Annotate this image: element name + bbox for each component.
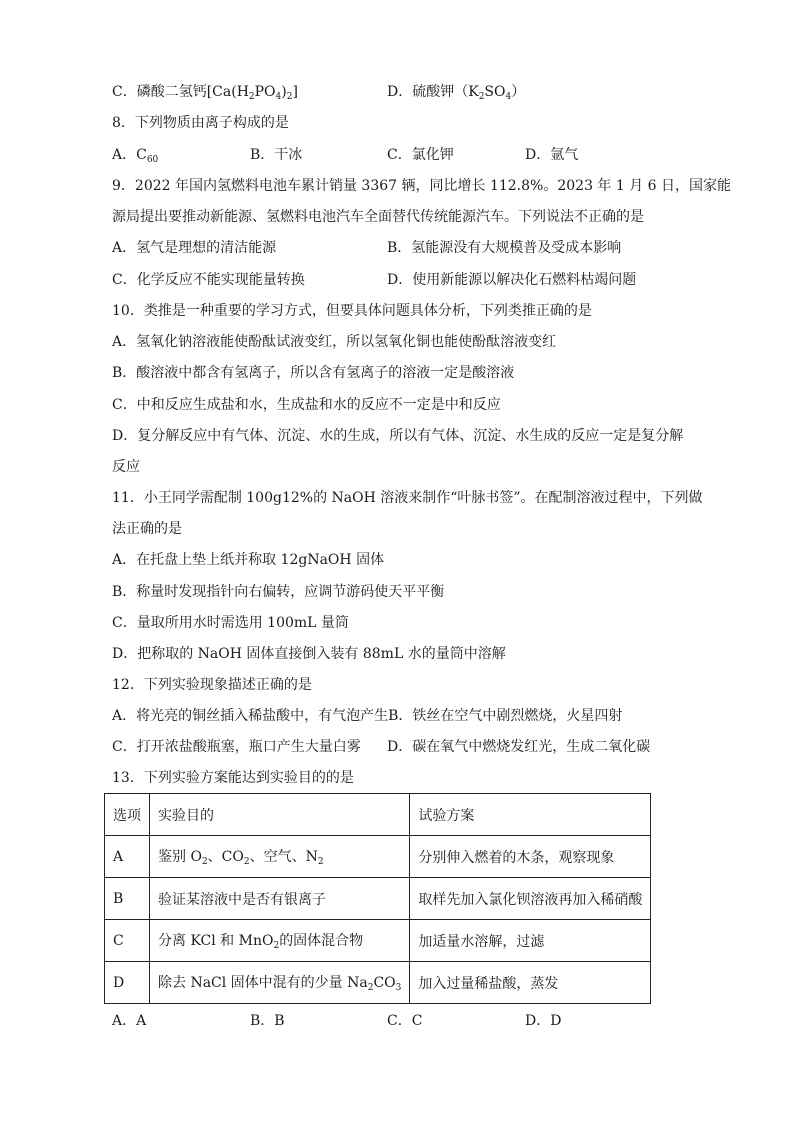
subscript: 2 — [286, 92, 293, 102]
q7-option-c-text: ] — [292, 84, 298, 100]
q7-option-d-text: ） — [511, 84, 526, 100]
subscript: 4 — [505, 92, 512, 102]
q7-option-d-text: SO — [484, 84, 506, 100]
table-header-row — [105, 794, 651, 836]
q9-option-c: C．化学反应不能实现能量转换 — [112, 272, 305, 288]
table-cell-goal — [150, 920, 410, 962]
q11-option-c: C．量取所用水时需选用 100mL 量筒 — [112, 615, 349, 631]
q9-option-b: B．氢能源没有大规模普及受成本影响 — [387, 240, 622, 256]
q11-option-b: B．称量时发现指针向右偏转，应调节游码使天平平衡 — [112, 584, 445, 600]
table-header-cell: 实验目的 — [150, 794, 410, 836]
q9-option-d: D．使用新能源以解决化石燃料枯竭问题 — [387, 272, 637, 288]
goal-text: 、空气、N — [249, 849, 318, 865]
q12-stem: 12．下列实验现象描述正确的是 — [112, 677, 312, 693]
subscript: 2 — [248, 92, 255, 102]
q8-stem: 8．下列物质由离子构成的是 — [112, 115, 289, 131]
subscript: 3 — [395, 983, 402, 993]
goal-text: 分离 KCl 和 MnO — [158, 933, 274, 949]
q7-option-c-text: ) — [281, 84, 287, 100]
q10-stem: 10．类推是一种重要的学习方式，但要具体问题具体分析，下列类推正确的是 — [112, 303, 592, 319]
q11-option-a: A．在托盘上垫上纸并称取 12gNaOH 固体 — [112, 552, 385, 568]
table-cell-goal — [150, 836, 410, 878]
table-cell-goal: 验证某溶液中是否有银离子 — [150, 878, 410, 920]
q8-option-a-text: A．C — [112, 147, 147, 163]
q7-option-d-text: D．硫酸钾（K — [387, 84, 479, 100]
subscript: 2 — [367, 983, 374, 993]
q8-option-d: D．氩气 — [525, 147, 579, 163]
q10-option-d-line2: 反应 — [112, 459, 140, 475]
table-cell-option: B — [105, 878, 150, 920]
q12-option-d: D．碳在氧气中燃烧发红光，生成二氧化碳 — [387, 739, 651, 755]
q11-stem-line2: 法正确的是 — [112, 521, 182, 537]
goal-text: CO — [373, 975, 396, 991]
goal-text: 鉴别 O — [158, 849, 202, 865]
subscript: 2 — [201, 857, 208, 867]
table-cell-plan: 取样先加入氯化钡溶液再加入稀硝酸 — [410, 878, 651, 920]
table-row — [105, 878, 651, 920]
q10-option-d-line1: D．复分解反应中有气体、沉淀、水的生成，所以有气体、沉淀、水生成的反应一定是复分解 — [112, 428, 684, 444]
table-cell-goal — [150, 962, 410, 1004]
q8-option-a — [112, 145, 158, 170]
table-cell-option: D — [105, 962, 150, 1004]
subscript: 2 — [273, 941, 280, 951]
q7-option-c-text: PO — [254, 84, 276, 100]
q8-option-b: B．干冰 — [250, 147, 303, 163]
q9-stem-line2: 源局提出要推动新能源、氢燃料电池汽车全面替代传统能源汽车。下列说法不正确的是 — [112, 209, 644, 225]
goal-text: 的固体混合物 — [279, 933, 364, 949]
q10-option-b: B．酸溶液中都含有氢离子，所以含有氢离子的溶液一定是酸溶液 — [112, 365, 515, 381]
table-row — [105, 920, 651, 962]
q12-option-ab: A．将光亮的铜丝插入稀盐酸中，有气泡产生B．铁丝在空气中剧烈燃烧，火星四射 — [112, 708, 623, 724]
subscript: 2 — [243, 857, 250, 867]
table-header-cell: 试验方案 — [410, 794, 651, 836]
q9-stem-line1: 9．2022 年国内氢燃料电池车累计销量 3367 辆，同比增长 112.8%。2023 年 1 月 6 日，国家能 — [112, 178, 732, 194]
table-row — [105, 962, 651, 1004]
q13-option-c: C．C — [387, 1013, 423, 1029]
q13-stem: 13．下列实验方案能达到实验目的的是 — [112, 770, 354, 786]
table-cell-plan: 分别伸入燃着的木条，观察现象 — [410, 836, 651, 878]
q8-option-c: C．氯化钾 — [387, 147, 454, 163]
q13-option-a: A．A — [112, 1013, 147, 1029]
subscript: 2 — [478, 92, 485, 102]
subscript: 60 — [146, 155, 159, 165]
q9-option-a: A．氢气是理想的清洁能源 — [112, 240, 277, 256]
q13-option-d: D．D — [525, 1013, 562, 1029]
q11-stem-line1: 11．小王同学需配制 100g12%的 NaOH 溶液来制作“叶脉书签”。在配制溶液过程中，下列做 — [112, 490, 703, 506]
table-cell-plan: 加入过量稀盐酸，蒸发 — [410, 962, 651, 1004]
q10-option-c: C．中和反应生成盐和水，生成盐和水的反应不一定是中和反应 — [112, 397, 501, 413]
q13-option-b: B．B — [250, 1013, 285, 1029]
q12-option-c: C．打开浓盐酸瓶塞，瓶口产生大量白雾 — [112, 739, 361, 755]
subscript: 2 — [317, 857, 324, 867]
q7-option-c-text: C．磷酸二氢钙[Ca(H — [112, 84, 249, 100]
q10-option-a: A．氢氧化钠溶液能使酚酞试液变红，所以氢氧化铜也能使酚酞溶液变红 — [112, 334, 557, 350]
table-cell-option: A — [105, 836, 150, 878]
q7-option-c — [112, 82, 298, 107]
table-cell-plan: 加适量水溶解，过滤 — [410, 920, 651, 962]
goal-text: 、CO — [207, 849, 244, 865]
goal-text: 除去 NaCl 固体中混有的少量 Na — [158, 975, 368, 991]
table-cell-option: C — [105, 920, 150, 962]
q7-option-d — [387, 82, 525, 107]
table-row — [105, 836, 651, 878]
experiment-table — [104, 793, 651, 1004]
table-header-cell: 选项 — [105, 794, 150, 836]
subscript: 4 — [275, 92, 282, 102]
q11-option-d: D．把称取的 NaOH 固体直接倒入装有 88mL 水的量筒中溶解 — [112, 646, 506, 662]
